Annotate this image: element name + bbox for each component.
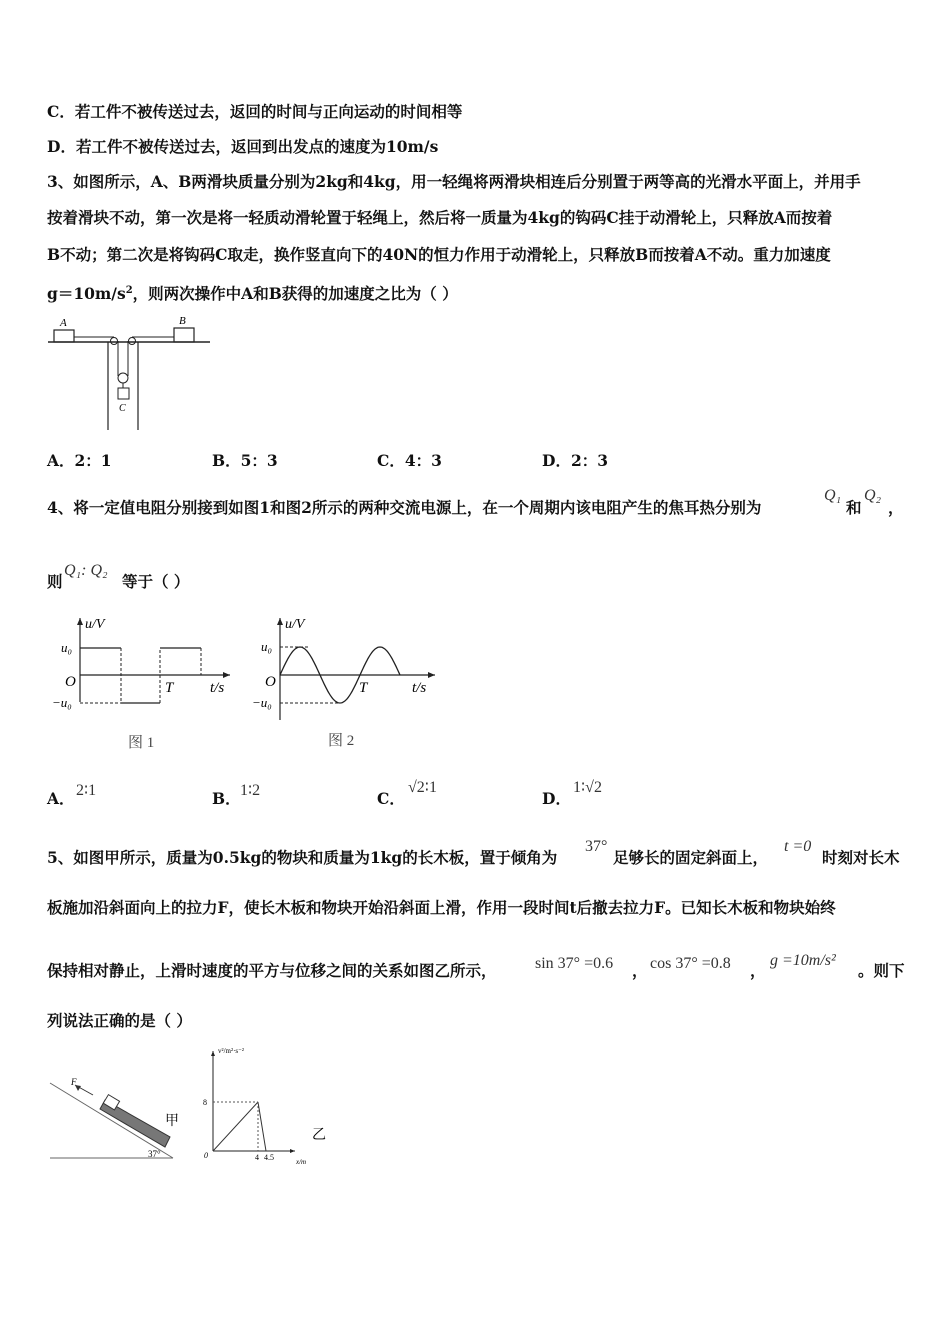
figure-jia-incline [45, 1075, 195, 1165]
hook-c-label: C [119, 403, 126, 414]
q3-option-c[interactable]: C．4：3 [377, 451, 442, 470]
fig1-period: T [165, 680, 174, 696]
yi-x-4: 4 [255, 1153, 259, 1162]
figure-yi-v2-x-graph [195, 1045, 335, 1170]
figure-jia-label: 甲 [165, 1114, 179, 1129]
q5-line-1c: 时刻对长木 [822, 848, 900, 867]
fig2-u0: u₀ [261, 639, 273, 654]
q5-line-4: 列说法正确的是（ ） [47, 1011, 192, 1030]
yi-ylabel: v²/m²·s⁻² [218, 1047, 244, 1055]
q3-option-b[interactable]: B．5：3 [212, 451, 278, 470]
q3-line-3: B不动；第二次是将钩码C取走，换作竖直向下的40N的恒力作用于动滑轮上，只释放B而按着A不动。重力加速度 [47, 245, 831, 264]
q3-option-d[interactable]: D．2：3 [542, 451, 609, 470]
fig1-origin: O [65, 674, 76, 690]
q5-line-1b: 足够长的固定斜面上， [613, 848, 769, 867]
q5-line-3a: 保持相对静止，上滑时速度的平方与位移之间的关系如图乙所示， [47, 961, 497, 980]
q5-line-3b: ， [632, 961, 648, 980]
q3-option-a[interactable]: A．2：1 [47, 451, 112, 470]
q4-option-d-letter[interactable]: D． [542, 789, 571, 808]
gravity-g: g =10m/s² [770, 952, 836, 969]
sin-37: sin 37° =0.6 [535, 955, 614, 972]
q3-line-4: $g=10m/s^2$，则两次操作中A和B获得的加速度之比为（ ） [47, 284, 458, 304]
option-c-text: C．若工件不被传送过去，返回的时间与正向运动的时间相等 [47, 102, 463, 121]
fig2-xlabel: t/s [412, 680, 427, 696]
q4-option-c-value[interactable]: √2∶1 [408, 779, 437, 796]
figure-yi-label: 乙 [312, 1128, 326, 1143]
q4-equals: 等于（ ） [122, 572, 190, 591]
t-equals-zero: t =0 [784, 838, 812, 855]
yi-x-4-5: 4.5 [264, 1153, 274, 1162]
fig1-ylabel: u/V [85, 617, 105, 632]
q4-option-a-value[interactable]: 2∶1 [76, 782, 97, 799]
q1-symbol: Q₁ [824, 487, 842, 504]
incline-angle-label: 37° [148, 1149, 161, 1159]
fig2-period: T [359, 680, 368, 696]
q4-comma: ， [888, 498, 904, 517]
q3-pulley-figure [40, 310, 220, 435]
q5-line-3c: ， [750, 961, 766, 980]
fig1-xlabel: t/s [210, 680, 225, 696]
block-b-label: B [179, 315, 186, 327]
block-a-label: A [60, 317, 67, 329]
figure-1-square-wave [52, 610, 235, 755]
q4-line-1: 4、将一定值电阻分别接到如图1和图2所示的两种交流电源上，在一个周期内该电阻产生的焦耳热分别为 [47, 498, 762, 517]
fig1-caption: 图 1 [128, 735, 155, 751]
q4-option-b-letter[interactable]: B． [212, 789, 241, 808]
q4-option-c-letter[interactable]: C． [377, 789, 405, 808]
option-d-text: D．若工件不被传送过去，返回到出发点的速度为10m/s [47, 137, 439, 156]
q2-symbol: Q₂ [864, 487, 882, 504]
cos-37: cos 37° =0.8 [650, 955, 731, 972]
yi-y-8: 8 [203, 1098, 207, 1107]
fig2-neg-u0: −u₀ [252, 695, 272, 710]
q5-line-2: 板施加沿斜面向上的拉力F，使长木板和物块开始沿斜面上滑，作用一段时间t后撤去拉力F。已知长木板和物块始终 [47, 898, 836, 917]
yi-origin: 0 [204, 1151, 208, 1160]
q1-q2-ratio: Q₁: Q₂ [64, 562, 108, 579]
q4-option-b-value[interactable]: 1∶2 [240, 782, 261, 799]
fig1-neg-u0: −u₀ [52, 695, 72, 710]
force-f-label: F [71, 1077, 77, 1087]
fig2-origin: O [265, 674, 276, 690]
fig2-ylabel: u/V [285, 617, 305, 632]
fig2-caption: 图 2 [328, 733, 355, 749]
fig1-u0: u₀ [61, 640, 73, 655]
q5-line-1a: 5、如图甲所示，质量为0.5kg的物块和质量为1kg的长木板，置于倾角为 [47, 848, 558, 867]
figure-2-sine-wave [252, 610, 440, 755]
q4-option-a-letter[interactable]: A． [47, 789, 75, 808]
q5-line-3d: 。则下 [858, 961, 905, 980]
q4-and: 和 [846, 498, 862, 517]
q3-line-1: 3、如图所示，A、B两滑块质量分别为2kg和4kg，用一轻绳将两滑块相连后分别置于两等高的光滑水平面上，并用手 [47, 172, 861, 191]
q4-option-d-value[interactable]: 1∶√2 [573, 779, 602, 796]
yi-xlabel: x/m [296, 1158, 307, 1166]
q4-then: 则 [47, 572, 63, 591]
q3-line-2: 按着滑块不动，第一次是将一轻质动滑轮置于轻绳上，然后将一质量为4kg的钩码C挂于动滑轮上，只释放A而按着 [47, 208, 833, 227]
angle-37: 37° [585, 838, 608, 855]
